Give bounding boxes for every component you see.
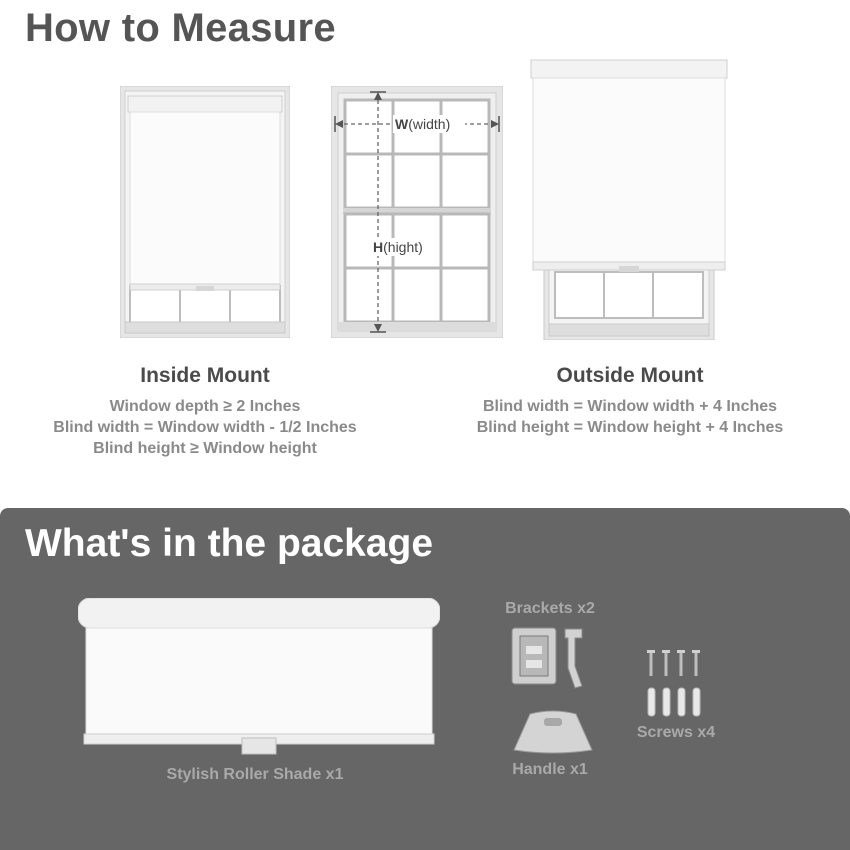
height-dimension-label: H(hight) <box>373 239 423 255</box>
inside-spec-line: Window depth ≥ 2 Inches <box>109 398 301 415</box>
outside-mount-heading: Outside Mount <box>556 364 704 387</box>
measurement-illustration <box>331 86 503 338</box>
bracket-icon <box>510 626 558 686</box>
inside-mount-heading: Inside Mount <box>140 364 270 387</box>
outside-spec-line: Blind height = Window height + 4 Inches <box>476 419 784 436</box>
inside-spec-line: Blind height ≥ Window height <box>93 440 317 457</box>
screws-icon <box>644 650 706 720</box>
page-title: How to Measure <box>25 6 336 50</box>
outside-spec-line: Blind width = Window width + 4 Inches <box>482 398 778 415</box>
inside-mount-illustration <box>120 86 290 338</box>
outside-mount-specs <box>430 396 830 438</box>
package-title: What's in the package <box>25 522 434 565</box>
inside-spec-line: Blind width = Window width - 1/2 Inches <box>53 419 357 436</box>
roller-shade-label: Stylish Roller Shade x1 <box>166 766 344 783</box>
roller-shade-image <box>78 598 440 758</box>
width-dimension-label: W(width) <box>395 116 451 132</box>
bracket-side-icon <box>562 626 588 690</box>
handle-icon <box>510 710 596 756</box>
outside-mount-illustration <box>529 58 729 340</box>
brackets-label: Brackets x2 <box>505 600 595 617</box>
screws-label: Screws x4 <box>636 724 716 741</box>
package-section <box>0 508 850 850</box>
handle-label: Handle x1 <box>512 761 588 778</box>
inside-mount-specs <box>5 396 405 459</box>
